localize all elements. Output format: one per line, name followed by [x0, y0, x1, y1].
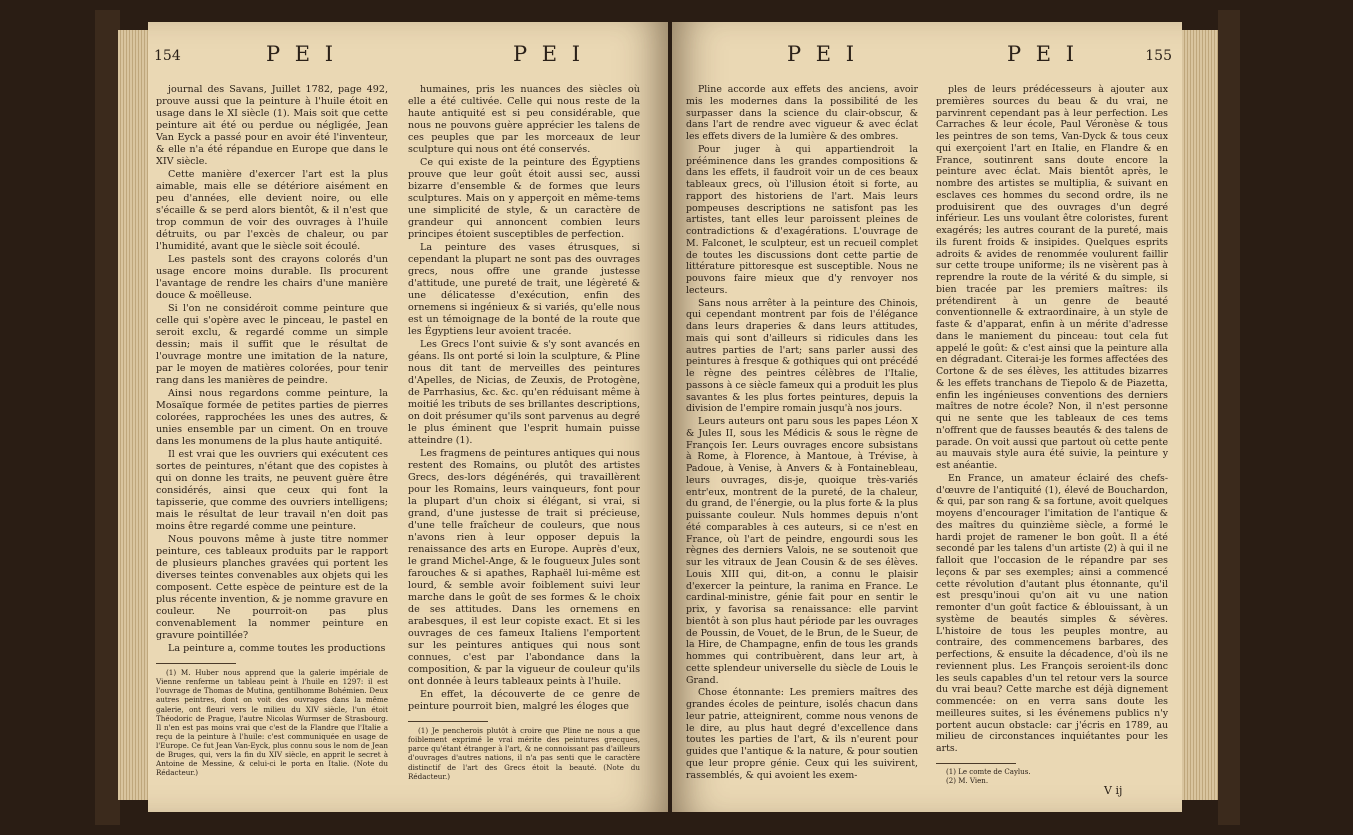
book-cover-right: [1218, 10, 1240, 825]
right-page: [672, 22, 1182, 812]
page-edges-left: [118, 30, 148, 800]
paragraph: humaines, pris les nuances des siècles où elle a été cultivée. Celle qui nous reste de la haute antiquité est si peu considérable, que nous ne pouvons guère apprécier les talens de ces peuples que par les morceaux de leur sculpture qui nous ont été conservés.: [408, 84, 640, 155]
left-column-2: [408, 84, 640, 781]
footnote-rule: [936, 763, 1016, 764]
paragraph: En France, un amateur éclairé des chefs-d'œuvre de l'antiquité (1), élevé de Bouchardon, & qui, par son rang & sa fortune, avoit quelques moyens d'encourager l'imitation de l'antique & des maîtres du quinzième siècle, a formé le hardi projet de ramener le bon goût. Il a été secondé par les talens d'un artiste (2) à qui il ne falloit que l'occasion de le répandre par ses leçons & par ses exemples; ainsi a commencé cette révolution d'autant plus étonnante, qu'il est presqu'inoui qu'on ait vu une nation remonter d'un goût factice & éblouissant, à un système de beautés simples & sévères. L'histoire de tous les peuples montre, au contraire, des commencemens barbares, des perfections, & ensuite la décadence, d'où ils ne reviennent plus. Les François seroient-ils donc les seuls capables d'un tel retour vers la source du vrai beau? Cette marche est déjà dignement commencée: on en verra sans doute les meilleures suites, si les événemens publics n'y portent aucun obstacle: car j'écris en 1789, au milieu de circonstances inquiétantes pour les arts.: [936, 472, 1168, 754]
left-page-number: 154: [154, 48, 181, 64]
footnote: (1) M. Huber nous apprend que la galerie impériale de Vienne renferme un tableau peint à l'huile en 1297: il est l'ouvrage de Thomas de Mutina, gentilhomme Bohémien. Deux autres peintres, dont on voit des ouvrages dans la même galerie, ont fleuri vers le milieu du XIV siècle, l'un étoit Théodoric de Prague, l'autre Nicolas Wurmser de Strasbourg. Il n'en est pas moins vrai que c'est de la Flandre que l'Italie a reçu de la peinture à l'huile: c'est communiquée en usage de l'Europe. Ce fut Jean Van-Eyck, plus connu sous le nom de Jean de Bruges, qui, vers la fin du XIV siècle, en apprit le secret à Antoine de Messine, & celui-ci le porta en Italie. (Note du Rédacteur.): [156, 668, 388, 778]
right-column-1: [686, 84, 918, 782]
right-head-title-col1: P E I: [787, 42, 859, 66]
paragraph: Les pastels sont des crayons colorés d'un usage encore moins durable. Ils procurent l'avantage de rendre les chairs d'une manière douce & moëlleuse.: [156, 254, 388, 301]
paragraph: En effet, la découverte de ce genre de peinture pourroit bien, malgré les éloges que: [408, 689, 640, 712]
paragraph: Pour juger à qui appartiendroit la prééminence dans les grandes compositions & dans les effets, il faudroit voir un de ces beaux tableaux grecs, où l'illusion étoit si forte, au rapport des historiens de l'art. Mais leurs pompeuses descriptions ne satisfont pas les artistes, tant elles leur paroissent pleines de contradictions & d'exagérations. L'ouvrage de M. Falconet, le sculpteur, est un recueil complet de toutes les discussions dont cette partie de littérature pittoresque est susceptible. Nous ne pouvons faire mieux que d'y renvoyer nos lecteurs.: [686, 143, 918, 296]
paragraph: journal des Savans, Juillet 1782, page 492, prouve aussi que la peinture à l'huile étoit en usage dans le XI siècle (1). Mais soit que cette peinture ait été ou perdue ou négligée, Jean Van Eyck a passé pour en avoir été l'inventeur, & elle n'a été répandue en Europe que dans le XIV siècle.: [156, 84, 388, 167]
left-column-1: [156, 84, 388, 778]
right-head-title-col2: P E I: [1007, 42, 1079, 66]
signature-mark: V ij: [1104, 784, 1123, 797]
paragraph: La peinture a, comme toutes les productions: [168, 643, 386, 654]
page-edges-right: [1182, 30, 1220, 800]
paragraph: Cette manière d'exercer l'art est la plus aimable, mais elle se détériore aisément en peu d'années, elle devient noire, ou elle s'écaille & se perd alors bientôt, & il n'est que trop commun de voir des ouvrages à l'huile détruits, ou par l'excès de chaleur, ou par l'humidité, avant que le siècle soit écoulé.: [156, 169, 388, 252]
left-page: [148, 22, 668, 812]
paragraph: Chose étonnante: Les premiers maîtres des grandes écoles de peinture, isolés chacun dans leur patrie, atteignirent, comme nous venons de le dire, au plus haut degré d'excellence dans toutes les parties de l'art, & ils n'eurent pour guides que l'antique & la nature, & pour soutien que leur propre génie. Ceux qui les suivirent, rassemblés, & qui avoient les exem-: [686, 687, 918, 781]
left-head-title-col2: P E I: [513, 42, 585, 66]
footnote-rule: [408, 721, 488, 722]
book-cover-left: [95, 10, 120, 825]
footnote: (1) Je pencherois plutôt à croire que Pline ne nous a que foiblement exprimé le vrai mérite des peintures grecques, parce qu'étant étranger à l'art, & ne connoissant pas d'ailleurs d'ouvrages d'autres nations, il n'a pas senti que le caractère distinctif de l'art des Grecs étoit la beauté. (Note du Rédacteur.): [408, 726, 640, 781]
left-running-head: [148, 42, 668, 72]
paragraph: Ce qui existe de la peinture des Égyptiens prouve que leur goût étoit aussi sec, aussi bizarre d'ensemble & de formes que leurs sculptures. Mais on y apperçoit en même-tems une simplicité de style, & un caractère de grandeur qui annoncent combien leurs principes étoient susceptibles de perfection.: [408, 157, 640, 240]
right-column-2: [936, 84, 1168, 786]
paragraph: Les Grecs l'ont suivie & s'y sont avancés en géans. Ils ont porté si loin la sculpture, & Pline nous dit tant de merveilles des peintures d'Apelles, de Nicias, de Zeuxis, de Protogène, de Parrhasius, &c. &c. qu'en réduisant même à moitié les tributs de ses brillantes descriptions, on doit présumer qu'ils sont parvenus au degré le plus éminent que l'esprit humain puisse atteindre (1).: [408, 339, 640, 446]
paragraph: Leurs auteurs ont paru sous les papes Léon X & Jules II, sous les Médicis & sous le règne de François Ier. Leurs ouvrages encore subsistans à Rome, à Florence, à Mantoue, à Trévise, à Padoue, à Venise, à Anvers & à Fontainebleau, leurs ouvrages, dis-je, quoique très-variés entr'eux, montrent de la pureté, de la chaleur, du grand, de l'énergie, ou la plus forte & la plus puissante couleur. Nuls hommes depuis n'ont été comparables à ces auteurs, si ce n'est en France, où l'art de peindre, engourdi sous les règnes des derniers Valois, ne se soutenoit que sur les vitraux de Jean Cousin & de ses élèves. Louis XIII qui, dit-on, a connu le plaisir d'exercer la peinture, la ranima en France. Le cardinal-ministre, génie fait pour en sentir le prix, y favorisa sa renaissance: elle parvint bientôt à son plus haut période par les ouvrages de Poussin, de Vouet, de le Brun, de le Sueur, de la Hire, de Champagne, enfin de tous les grands hommes qui contribuèrent, dans leur art, à cette splendeur universelle du siècle de Louis le Grand.: [686, 416, 918, 686]
paragraph: Si l'on ne considéroit comme peinture que celle qui s'opère avec le pinceau, le pastel en seroit exclu, & regardé comme un simple dessin; mais il suffit que le résultat de l'ouvrage montre une imitation de la nature, par le moyen de matières colorées, pour tenir rang dans les manières de peindre.: [156, 303, 388, 386]
right-page-number: 155: [1145, 48, 1172, 64]
paragraph: Nous pouvons même à juste titre nommer peinture, ces tableaux produits par le rapport de plusieurs planches gravées qui portent les diverses teintes convenables aux objets qui les composent. Cette espèce de peinture est de la plus récente invention, & je nomme gravure en couleur. Ne pourroit-on pas plus convenablement la nommer peinture en gravure pointillée?: [156, 534, 388, 641]
paragraph: ples de leurs prédécesseurs à ajouter aux premières sources du beau & du vrai, ne parvinrent cependant pas à leur perfection. Les Carraches & leur école, Paul Véronèse & tous les peintres de son tems, Van-Dyck & tous ceux qui exerçoient l'art en Italie, en Flandre & en France, soutinrent sans doute encore la peinture avec éclat. Mais bientôt après, le nombre des artistes se multiplia, & suivant en esclaves ces hommes du second ordre, ils ne produisirent que des ouvrages d'un degré inférieur. Les uns voulant être coloristes, furent exagérés; les autres courant de la pureté, mais ils furent froids & insipides. Quelques esprits adroits & avides de renommée voulurent faillir sur cette troupe uniforme; ils ne visèrent pas à reprendre la route de la vérité & du simple, si bien tracée par les premiers maîtres: ils prétendirent à un genre de beauté conventionnelle & extraordinaire, à un style de faste & d'apparat, enfin à un mérite d'adresse dans le maniement du pinceau: tout cela fut appelé le goût: & c'est ainsi que la peinture alla en dégradant. Citerai-je les formes affectées des Cortone & de ses élèves, les attitudes bizarres & les effets tranchans de Tiepolo & de Piazetta, enfin les ingénieuses conventions des derniers maîtres de notre école? Non, il n'est personne qui ne sente que les tableaux de ces tems n'offrent que de fausses beautés & des talens de parade. On voit aussi que partout où cette pente au mauvais style aura été suivie, la peinture y est anéantie.: [936, 84, 1168, 471]
paragraph: La peinture des vases étrusques, si cependant la plupart ne sont pas des ouvrages grecs, nous offre une grande justesse d'attitude, une pureté de trait, une légèreté & une délicatesse d'exécution, enfin des ornemens si ingénieux & si variés, qu'elle nous est un témoignage de la bonté de la route que les Égyptiens leur avoient tracée.: [408, 242, 640, 337]
paragraph: Pline accorde aux effets des anciens, avoir mis les modernes dans la possibilité de les surpasser dans la science du clair-obscur, & dans l'art de rendre avec vigueur & avec éclat les effets divers de la lumière & des ombres.: [686, 84, 918, 142]
paragraph: Les fragmens de peintures antiques qui nous restent des Romains, ou plutôt des artistes Grecs, des-lors dégénérés, qui travaillèrent pour les Romains, leurs vainqueurs, font pour la plupart d'un choix si élégant, si vrai, si grand, d'une justesse de trait si précieuse, d'une telle fraîcheur de couleurs, que nous n'avons rien à leur opposer depuis la renaissance des arts en Europe. Auprès d'eux, le grand Michel-Ange, & le fougueux Jules sont farouches & si apathes, Raphaël lui-même est lourd, & semble avoir foiblement suivi leur marche dans le goût de ses formes & le choix de ses attitudes. Dans les ornemens en arabesques, il est leur copiste exact. Et si les ouvrages de ces fameux Italiens l'emportent sur les peintures antiques qui nous sont connues, c'est par l'abondance dans la composition, & par la vigueur de couleur qu'ils ont donnée à leurs tableaux peints à l'huile.: [408, 448, 640, 687]
paragraph: Ainsi nous regardons comme peinture, la Mosaïque formée de petites parties de pierres colorées, rapprochées les unes des autres, & unies ensemble par un ciment. On en trouve dans les monumens de la plus haute antiquité.: [156, 388, 388, 447]
paragraph: Il est vrai que les ouvriers qui exécutent ces sortes de peintures, n'étant que des copistes à qui on donne les traits, ne peuvent guère être considérés, ainsi que ceux qui font la tapisserie, que comme des ouvriers intelligens; mais le résultat de leur travail n'en doit pas moins être regardé comme une peinture.: [156, 449, 388, 532]
paragraph: Sans nous arrêter à la peinture des Chinois, qui cependant montrent par fois de l'élégance dans leurs draperies & dans leurs attitudes, mais qui sont d'ailleurs si ridicules dans les autres parties de l'art; sans parler aussi des peintures à fresque & gothiques qui ont précédé le règne des peintres célèbres de l'Italie, passons à ce siècle fameux qui a produit les plus savantes & les plus fortes peintures, depuis la division de l'empire romain jusqu'à nos jours.: [686, 297, 918, 415]
right-running-head: [672, 42, 1182, 72]
footnote: (1) Le comte de Caylus.: [946, 766, 1031, 776]
footnote-rule: [156, 663, 236, 664]
footnote: (2) M. Vien.: [946, 775, 989, 785]
left-head-title-col1: P E I: [266, 42, 338, 66]
